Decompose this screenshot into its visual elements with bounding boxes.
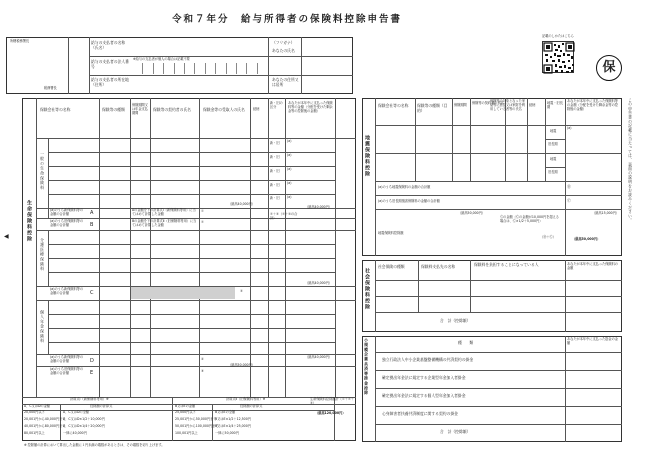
life-col-new-old: 新・旧の区分 (270, 101, 283, 109)
life-row4-new-old[interactable]: 新・旧 (270, 183, 280, 187)
eq-col-amount: あなたが本年中に支払った保険料等の金額（分配を受けた剰余金等の控除後の金額） (567, 99, 618, 111)
eq-row2-kind-old[interactable]: 旧長期 (548, 170, 558, 174)
payer-number-input[interactable] (133, 63, 267, 74)
eq-col-period: 保険期間 (454, 103, 467, 107)
your-address-input[interactable] (303, 76, 352, 93)
earthquake-title: 地震保険料控除 (364, 135, 370, 177)
life-row4-mark: (a) (287, 181, 292, 185)
sub-d-label: (a)のうち新保険料等の金額の合計額 (50, 355, 84, 363)
furigana-label: （フリガナ） (272, 40, 295, 45)
life-col-recipient: 保険金等の受取人の氏名 (203, 107, 245, 112)
formula-row3-i-calc: A、C又はD×1/4＋20,000円 (63, 424, 105, 428)
small-item-2: 確定拠出年金法に規定する企業型年金加入者掛金 (382, 375, 466, 380)
formula-col-control-i: 控除額の計算式 (90, 404, 113, 408)
max-40000-a: （最高40,000円） (228, 202, 256, 206)
formula-row3-ii-calc: B又はE×1/4＋25,000円 (215, 424, 251, 428)
eq-col-kind: 地震・旧長期 (547, 101, 563, 109)
formula-row1-i-amount: 20,000円以下 (24, 410, 45, 414)
eq-col-type: 保険等の種類（目的） (417, 103, 448, 113)
formula-row3-i-amount: 40,001円から80,000円まで (24, 424, 66, 428)
payer-number-label: 給与の支払者の法人番号 (91, 59, 129, 69)
payer-address-input[interactable] (132, 76, 267, 93)
life-section-title: 生命保険料控除 (26, 200, 32, 242)
eq-col-relation: 続柄 (529, 103, 536, 107)
social-total-input[interactable] (567, 314, 620, 330)
formula-row1-ii-amount: 25,000円以下 (175, 410, 196, 414)
life-row2-new-old[interactable]: 新・旧 (270, 155, 280, 159)
marker-5: ⑤ (201, 369, 204, 373)
mark-c: C (90, 290, 94, 296)
your-address-label: あなたの住所又は居所 (272, 77, 299, 87)
small-title: 小規模企業共済等掛金控除 (364, 338, 370, 396)
formula-row2-i-calc: A、C又はD×1/2＋10,000円 (63, 417, 105, 421)
formula-row4-i-amount: 80,001円以上 (24, 431, 45, 435)
sum-note: ②＋③（②＋③の合計） (270, 212, 298, 220)
eq-col-target: 保険等の対象となった家屋等に居住又は家財を利用している者等の氏名 (490, 99, 526, 111)
marker-1: ① (201, 209, 204, 213)
small-item-3: 確定拠出年金法に規定する個人型年金加入者掛金 (382, 393, 466, 398)
eq-deduction-formula: （Ⓑ＋Ⓒ） (540, 235, 556, 239)
sub-a-label: (a)のうち新保険料等の金額の合計額 (50, 208, 84, 216)
mark-d: D (90, 358, 94, 364)
sub-e-label: (a)のうち旧保険料等の金額の合計額 (50, 367, 84, 375)
eq-row1-mark: (a) (567, 126, 572, 130)
sub-b-label: (a)のうち旧保険料等の金額の合計額 (50, 219, 84, 227)
formula-row3-ii-amount: 50,001円から100,000円まで (175, 424, 219, 428)
seal-character: 保 (602, 60, 616, 76)
life-row2-mark: (a) (287, 153, 292, 157)
life-row1-new-old[interactable]: 新・旧 (270, 141, 280, 145)
max-40000-b: （最高40,000円） (305, 205, 333, 209)
payer-name-label: 給与の支払者の名称（氏名） (91, 40, 126, 50)
social-total-label: 合 計（控除額） (440, 318, 471, 323)
life-col-relation: 続柄 (253, 107, 260, 111)
mark-a: A (90, 210, 94, 216)
social-title: 社会保険料控除 (364, 268, 370, 310)
social-col-type: 社会保険の種類 (378, 264, 405, 269)
marker-4: ④ (201, 357, 204, 361)
life-total-input[interactable] (336, 420, 354, 440)
payer-number-note: ※給与の支払者が個人の場合は記載不要 (133, 57, 190, 61)
form-title: 令和７年分 給与所得者の保険料控除申告書 (172, 14, 403, 25)
life-row5-mark: (a) (287, 195, 292, 199)
formula-row4-ii-amount: 100,001円以上 (175, 431, 198, 435)
eq-row2-kind-quake[interactable]: 地震 (550, 157, 557, 161)
formula-row1-i-calc: A、C又はDの全額 (63, 410, 89, 414)
life-insurance-section (22, 98, 356, 441)
formula-col-control-ii: 控除額の計算式 (240, 404, 263, 408)
life-col-period: 保険期間又は年金支払期間 (132, 103, 148, 115)
small-col-type: 種 類 (458, 340, 474, 345)
small-item-4: 心身障害者扶養共済制度に関する契約の掛金 (382, 411, 458, 416)
formula-footnote: ※ 控除額の計算において算出した金額に１円未満の端数があるときは、その端数を切り上げます。 (24, 443, 165, 447)
eq-max-15000: （最高15,000円） (592, 211, 620, 215)
formula-row2-ii-amount: 25,001円から50,000円まで (175, 417, 217, 421)
eq-col-company: 保険会社等の名称 (378, 103, 409, 108)
office-input[interactable] (10, 50, 65, 85)
small-total-input[interactable] (567, 426, 620, 440)
qr-code-icon[interactable] (542, 41, 574, 73)
formula-col-b: B又はEの金額 (175, 404, 196, 408)
social-col-amount: あなたが本年中に支払った保険料の金額 (567, 262, 618, 270)
formula-row2-ii-calc: B又はE×1/2＋12,500円 (215, 417, 251, 421)
life-col-contractor: 保険等の契約者の氏名 (153, 107, 191, 112)
margin-arrow-icon: ◀ (4, 233, 9, 240)
life-row5-new-old[interactable]: 新・旧 (270, 196, 280, 200)
eq-sum-old: (a)のうち旧長期損害保険料の金額の合計額 (378, 199, 440, 203)
formula-head-ii: 計算式Ⅱ（旧保険料等用）※ (226, 397, 266, 401)
seal-stamp (596, 55, 622, 81)
pension-label: 個人年金保険料 (40, 310, 46, 344)
your-name-input[interactable] (303, 38, 352, 74)
general-life-label: 一般の生命保険料 (40, 152, 46, 191)
mark-e: E (90, 370, 94, 376)
small-col-amount: あなたが本年中に支払った掛金の金額 (567, 337, 618, 345)
eq-col-contractor: 保険等の契約者の氏名 (472, 101, 504, 105)
max-40000-c: （最高40,000円） (305, 281, 333, 285)
formula-row4-ii-calc: 一律に50,000円 (215, 431, 239, 435)
life-row1-mark: (a) (287, 139, 292, 143)
marker-2: ② (201, 220, 204, 224)
eq-row1-kind-old[interactable]: 旧長期 (548, 142, 558, 146)
eq-c-note: Ⓒの金額（Ⓒの金額が10,000円を超える場合は、Ⓒ×1/2＋5,000円） (500, 215, 559, 223)
social-col-burden: 保険料を負担することになっている人 (474, 262, 539, 267)
calc-note-b: Bの金額を下の計算式Ⅱ（旧保険料等用）に当てはめて計算した金額 (132, 219, 197, 227)
payer-name-input[interactable] (132, 38, 267, 55)
nursing-label: 介護医療保険料 (40, 238, 46, 272)
max-50000-e: （最高50,000円） (228, 363, 256, 367)
eq-sum-quake: (a)のうち地震保険料の金額の合計額 (378, 185, 431, 189)
life-total-max: （最高120,000円） (315, 411, 346, 415)
eq-mark-b: Ⓑ (567, 184, 571, 189)
sub-c-label: (a)のうち新保険料等の金額の合計額 (50, 287, 84, 295)
eq-deduction-input[interactable] (567, 244, 620, 254)
life-total-label: 生命保険料控除額計（①＋②＋③） (310, 397, 354, 405)
life-col-type: 保険等の種類 (102, 107, 125, 112)
office-label: 所轄税務署長 (10, 39, 30, 43)
qr-caption: 記載のしかたはこちら (542, 34, 574, 38)
marker-3: ③ (240, 289, 243, 293)
formula-row4-i-calc: 一律に40,000円 (63, 431, 87, 435)
eq-deduction-label: 地震保険料控除額 (378, 231, 404, 235)
mark-b: B (90, 222, 94, 228)
office-suffix: 税務署長 (44, 86, 57, 90)
small-item-1: 独立行政法人中小企業基盤整備機構の共済契約の掛金 (382, 357, 474, 362)
your-name-label: あなたの氏名 (272, 48, 295, 53)
side-instruction-note: この申告書の記載に当たっては、裏面の説明をお読みください。 (628, 98, 634, 223)
life-col-amount: あなたが本年中に支払った保険料等の金額（分配を受けた剰余金等の控除後の金額） (288, 101, 333, 113)
social-col-payee: 保険料支払先の名称 (421, 264, 456, 269)
eq-mark-c: Ⓒ (567, 198, 571, 203)
eq-max-50000-inline: （最高50,000円） (458, 211, 486, 215)
formula-row1-ii-calc: B又はEの全額 (215, 410, 236, 414)
life-row3-new-old[interactable]: 新・旧 (270, 169, 280, 173)
payer-address-label: 給与の支払者の所在地（住所） (91, 77, 129, 87)
eq-row1-kind-quake[interactable]: 地震 (550, 129, 557, 133)
calc-note-a: Aの金額を下の計算式Ⅰ（新保険料等用）に当てはめて計算した金額 (132, 208, 196, 216)
eq-deduction-max: （最高50,000円） (572, 237, 601, 241)
formula-head-i: 計算式Ⅰ（新保険料等用）※ (70, 397, 109, 401)
formula-row2-i-amount: 20,001円から40,000円まで (24, 417, 66, 421)
life-row3-mark: (a) (287, 167, 292, 171)
formula-col-a: A、C又はDの金額 (24, 404, 50, 408)
small-total-label: 合 計（控除額） (440, 429, 471, 434)
life-col-company: 保険会社等の名称 (40, 107, 71, 112)
max-40000-d: （最高40,000円） (305, 355, 333, 359)
